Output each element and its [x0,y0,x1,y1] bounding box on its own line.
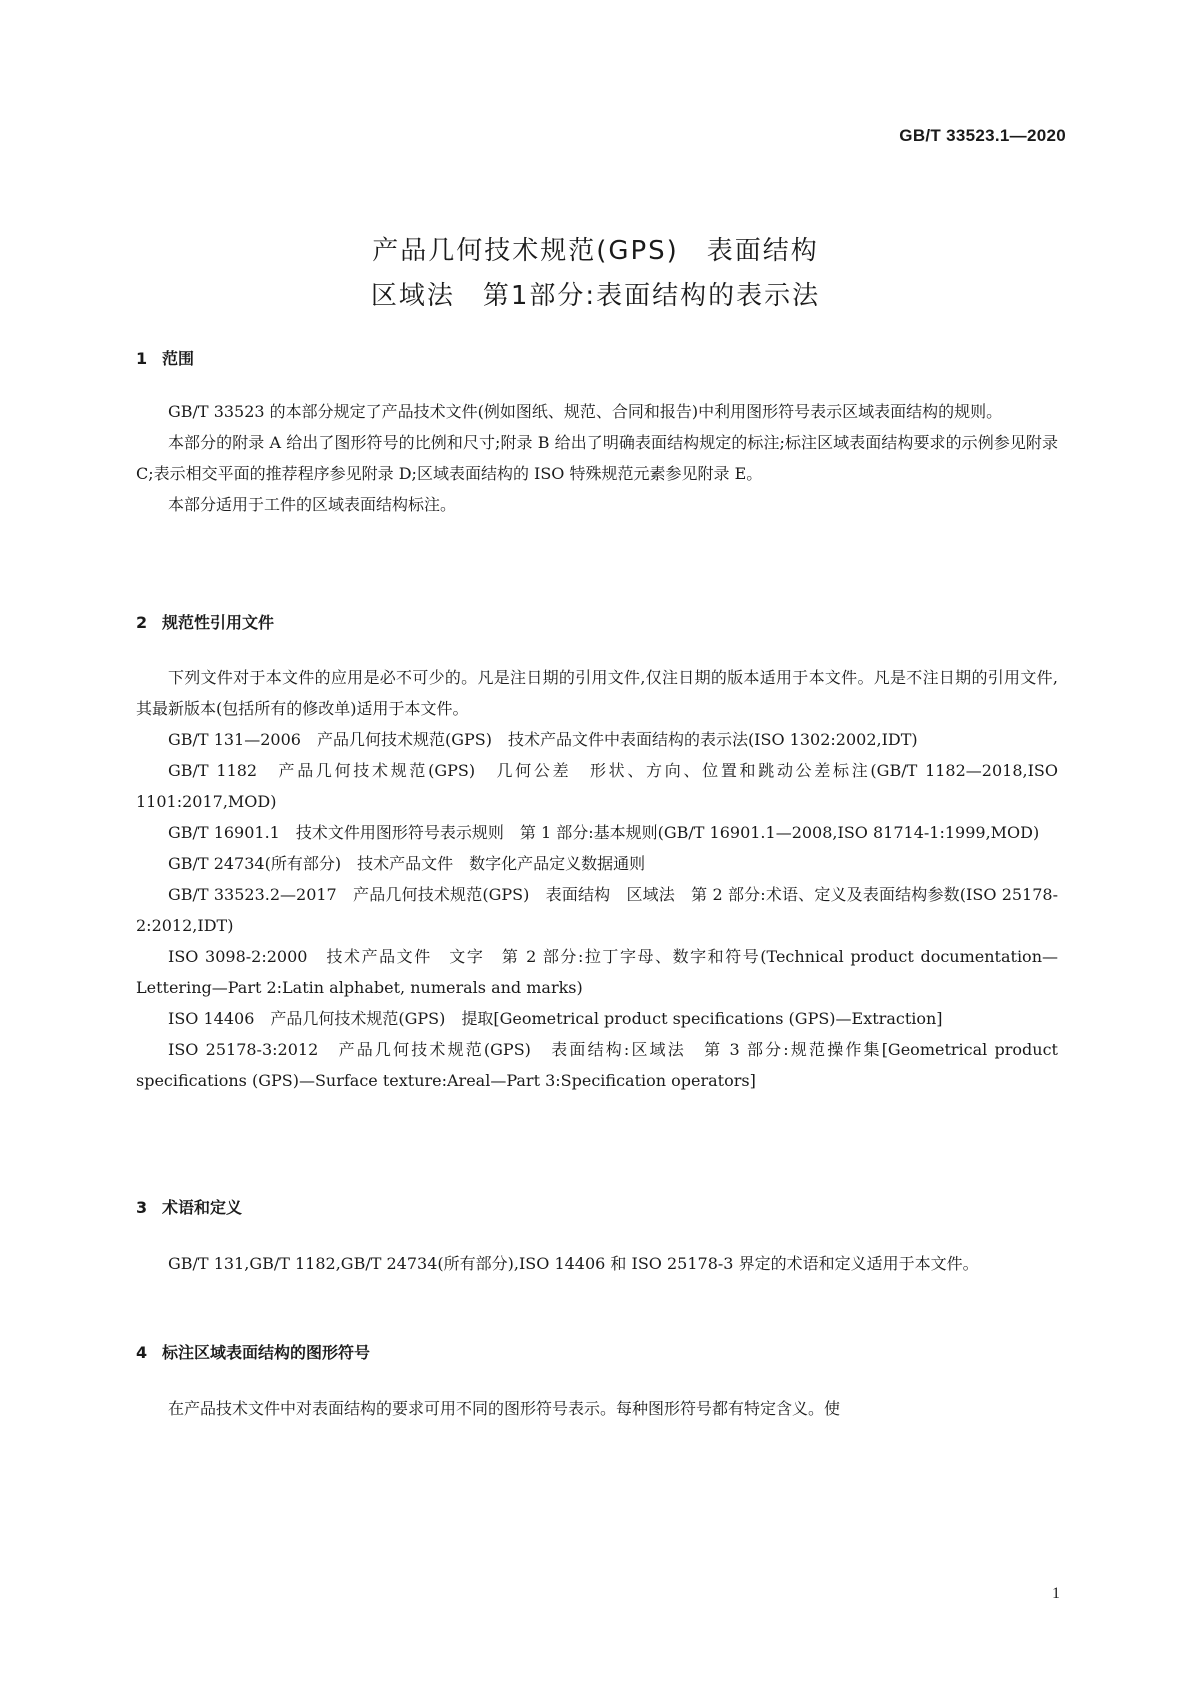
section-1-body [136,396,1058,520]
paragraph: GB/T 33523 的本部分规定了产品技术文件(例如图纸、规范、合同和报告)中利用图形符号表示区域表面结构的规则。 [168,402,1003,421]
section-title: 标注区域表面结构的图形符号 [162,1343,371,1362]
section-3-heading [136,1195,242,1218]
section-number: 1 [136,349,148,368]
reference-entry: GB/T 131—2006 产品几何技术规范(GPS) 技术产品文件中表面结构的表示法(ISO 1302:2002,IDT) [168,730,918,749]
standard-number: GB/T 33523.1—2020 [899,126,1066,145]
reference-entry: GB/T 16901.1 技术文件用图形符号表示规则 第 1 部分:基本规则(GB/T 16901.1—2008,ISO 81714-1:1999,MOD) [168,823,1040,842]
section-title: 规范性引用文件 [162,613,275,632]
section-2-heading [136,610,274,633]
section-3-body [136,1248,1058,1279]
section-4-heading [136,1340,370,1363]
section-number: 2 [136,613,148,632]
paragraph: 本部分适用于工件的区域表面结构标注。 [168,495,457,514]
reference-entry: GB/T 24734(所有部分) 技术产品文件 数字化产品定义数据通则 [168,854,646,873]
page-number: 1 [1052,1585,1060,1602]
reference-entry: ISO 14406 产品几何技术规范(GPS) 提取[Geometrical product specifications (GPS)—Extraction] [168,1009,943,1028]
paragraph: GB/T 131,GB/T 1182,GB/T 24734(所有部分),ISO 14406 和 ISO 25178-3 界定的术语和定义适用于本文件。 [168,1254,979,1273]
paragraph: 在产品技术文件中对表面结构的要求可用不同的图形符号表示。每种图形符号都有特定含义。使 [168,1399,841,1418]
paragraph: 下列文件对于本文件的应用是必不可少的。凡是注日期的引用文件,仅注日期的版本适用于本文件。凡是不注日期的引用文件,其最新版本(包括所有的修改单)适用于本文件。 [136,668,1058,718]
document-title-line-1: 产品几何技术规范(GPS) 表面结构 [372,236,819,266]
document-title-line-2: 区域法 第1部分:表面结构的表示法 [370,281,821,311]
section-title: 范围 [162,349,195,368]
section-number: 3 [136,1198,148,1217]
section-4-body [136,1393,1058,1424]
section-title: 术语和定义 [162,1198,243,1217]
reference-entry: GB/T 1182 产品几何技术规范(GPS) 几何公差 形状、方向、位置和跳动公差标注(GB/T 1182—2018,ISO 1101:2017,MOD) [136,761,1058,811]
paragraph: 本部分的附录 A 给出了图形符号的比例和尺寸;附录 B 给出了明确表面结构规定的标注;标注区域表面结构要求的示例参见附录 C;表示相交平面的推荐程序参见附录 D;区域表面结构的 ISO 特殊规范元素参见附录 E。 [136,433,1058,483]
section-1-heading [136,346,194,369]
reference-entry: ISO 25178-3:2012 产品几何技术规范(GPS) 表面结构:区域法 第 3 部分:规范操作集[Geometrical product specifications (GPS)—Surface texture:Areal—Part 3:Specification operators] [136,1040,1058,1090]
section-number: 4 [136,1343,148,1362]
reference-entry: ISO 3098-2:2000 技术产品文件 文字 第 2 部分:拉丁字母、数字和符号(Technical product documentation—Lettering—Part 2:Latin alphabet, numerals and marks) [136,947,1058,997]
reference-entry: GB/T 33523.2—2017 产品几何技术规范(GPS) 表面结构 区域法 第 2 部分:术语、定义及表面结构参数(ISO 25178-2:2012,IDT) [136,885,1058,935]
section-2-body [136,662,1058,1096]
